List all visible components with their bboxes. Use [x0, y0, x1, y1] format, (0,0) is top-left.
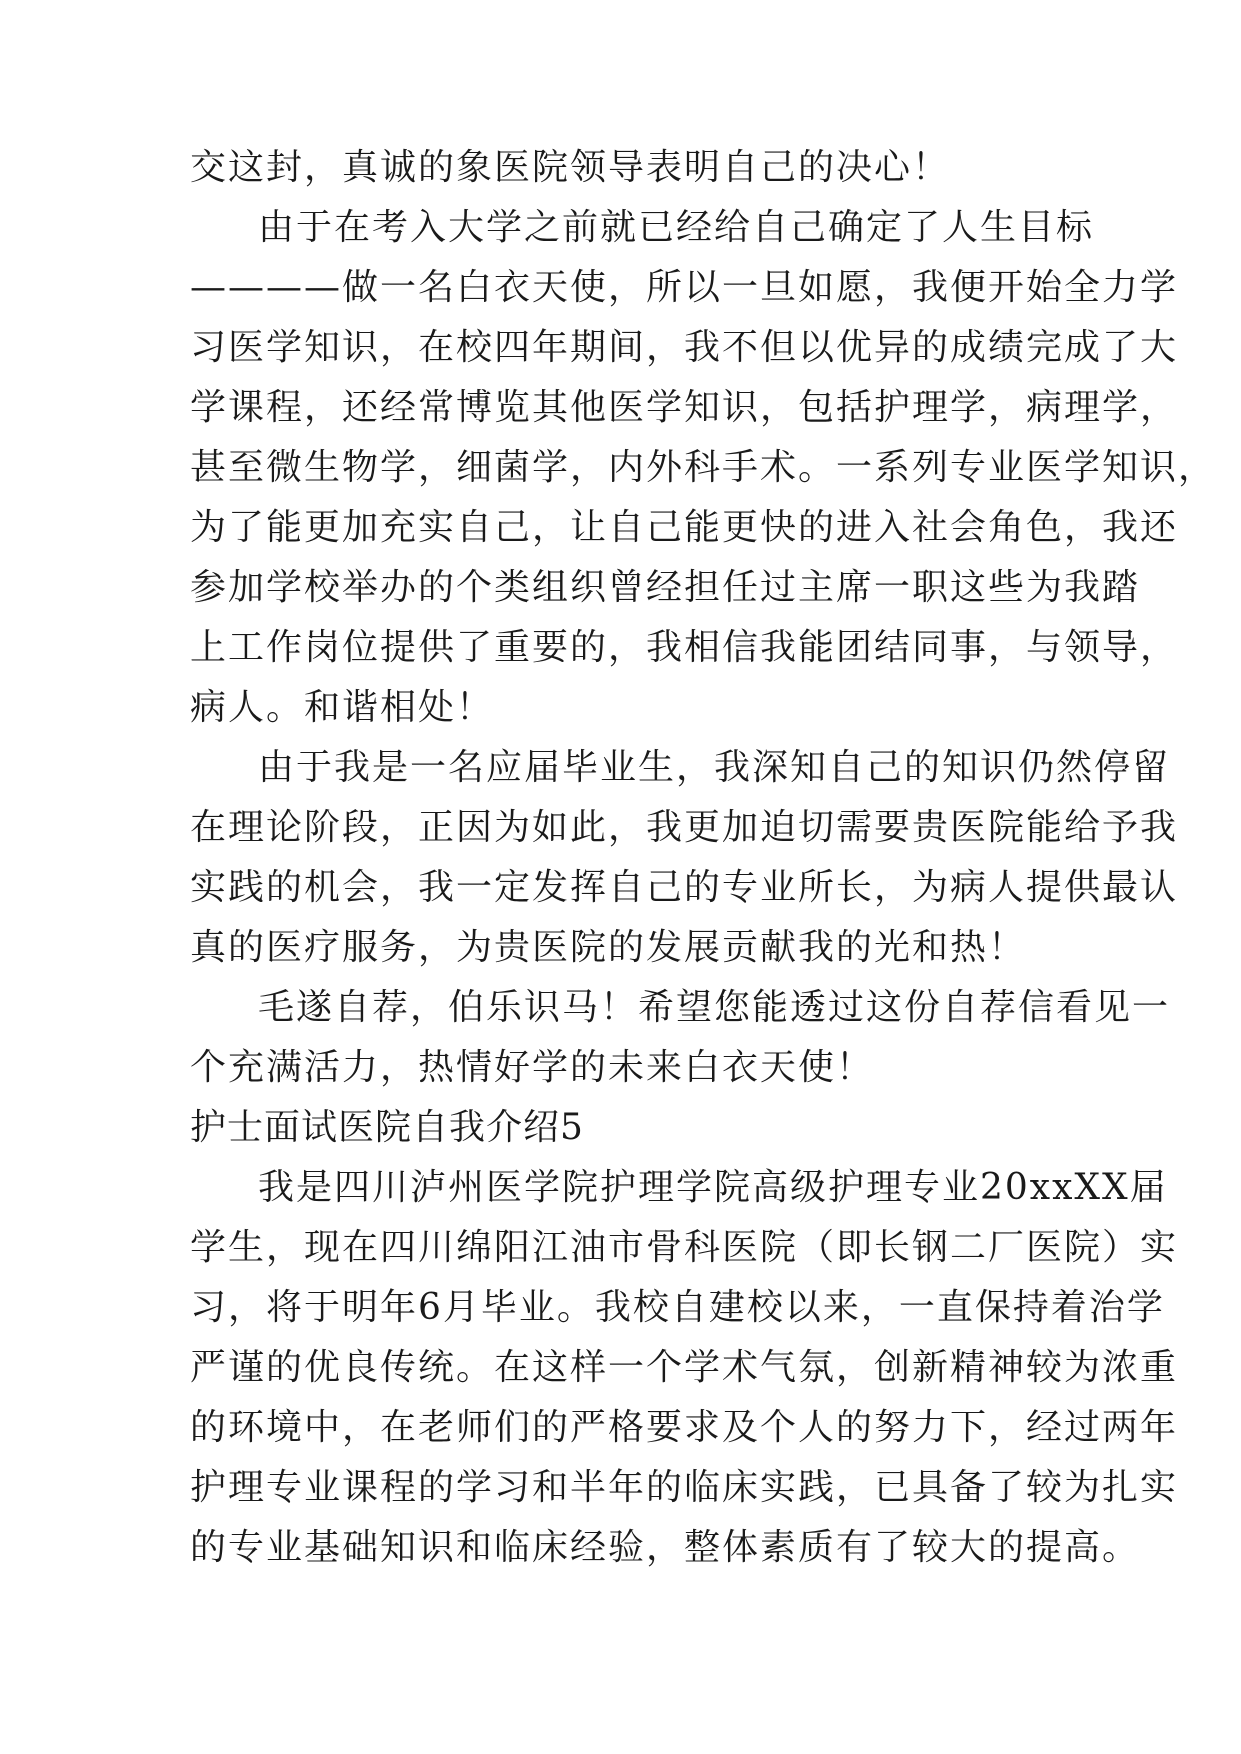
paragraph-line: 真的医疗服务，为贵医院的发展贡献我的光和热！	[190, 927, 1027, 968]
paragraph-line: 在理论阶段，正因为如此，我更加迫切需要贵医院能给予我	[190, 807, 1179, 848]
paragraph-line: 护理专业课程的学习和半年的临床实践，已具备了较为扎实	[190, 1467, 1179, 1508]
paragraph-line: ————做一名白衣天使，所以一旦如愿，我便开始全力学	[190, 267, 1179, 308]
paragraph-line: 病人。和谐相处！	[190, 687, 495, 728]
paragraph-line: 毛遂自荐，伯乐识马！希望您能透过这份自荐信看见一	[258, 987, 1171, 1028]
paragraph-line: 为了能更加充实自己，让自己能更快的进入社会角色，我还	[190, 507, 1179, 548]
paragraph-line: 学生，现在四川绵阳江油市骨科医院（即长钢二厂医院）实	[190, 1227, 1179, 1268]
paragraph-line: 甚至微生物学，细菌学，内外科手术。一系列专业医学知识，	[190, 447, 1217, 488]
paragraph-line: 个充满活力，热情好学的未来白衣天使！	[190, 1047, 875, 1088]
paragraph-line: 由于在考入大学之前就已经给自己确定了人生目标	[258, 207, 1095, 248]
paragraph-line: 我是四川泸州医学院护理学院高级护理专业20xxXX届	[258, 1167, 1168, 1208]
paragraph-line: 的专业基础知识和临床经验，整体素质有了较大的提高。	[190, 1527, 1141, 1568]
paragraph-line: 习医学知识，在校四年期间，我不但以优异的成绩完成了大	[190, 327, 1179, 368]
paragraph-line: 交这封，真诚的象医院领导表明自己的决心！	[190, 147, 951, 188]
paragraph-line: 实践的机会，我一定发挥自己的专业所长，为病人提供最认	[190, 867, 1179, 908]
paragraph-line: 严谨的优良传统。在这样一个学术气氛，创新精神较为浓重	[190, 1347, 1179, 1388]
section-heading: 护士面试医院自我介绍5	[190, 1107, 584, 1148]
paragraph-line: 参加学校举办的个类组织曾经担任过主席一职这些为我踏	[190, 567, 1141, 608]
paragraph-line: 学课程，还经常博览其他医学知识，包括护理学，病理学，	[190, 387, 1179, 428]
paragraph-line: 由于我是一名应届毕业生，我深知自己的知识仍然停留	[258, 747, 1171, 788]
paragraph-line: 上工作岗位提供了重要的，我相信我能团结同事，与领导，	[190, 627, 1179, 668]
paragraph-line: 习，将于明年6月毕业。我校自建校以来，一直保持着治学	[190, 1287, 1165, 1328]
paragraph-line: 的环境中，在老师们的严格要求及个人的努力下，经过两年	[190, 1407, 1179, 1448]
